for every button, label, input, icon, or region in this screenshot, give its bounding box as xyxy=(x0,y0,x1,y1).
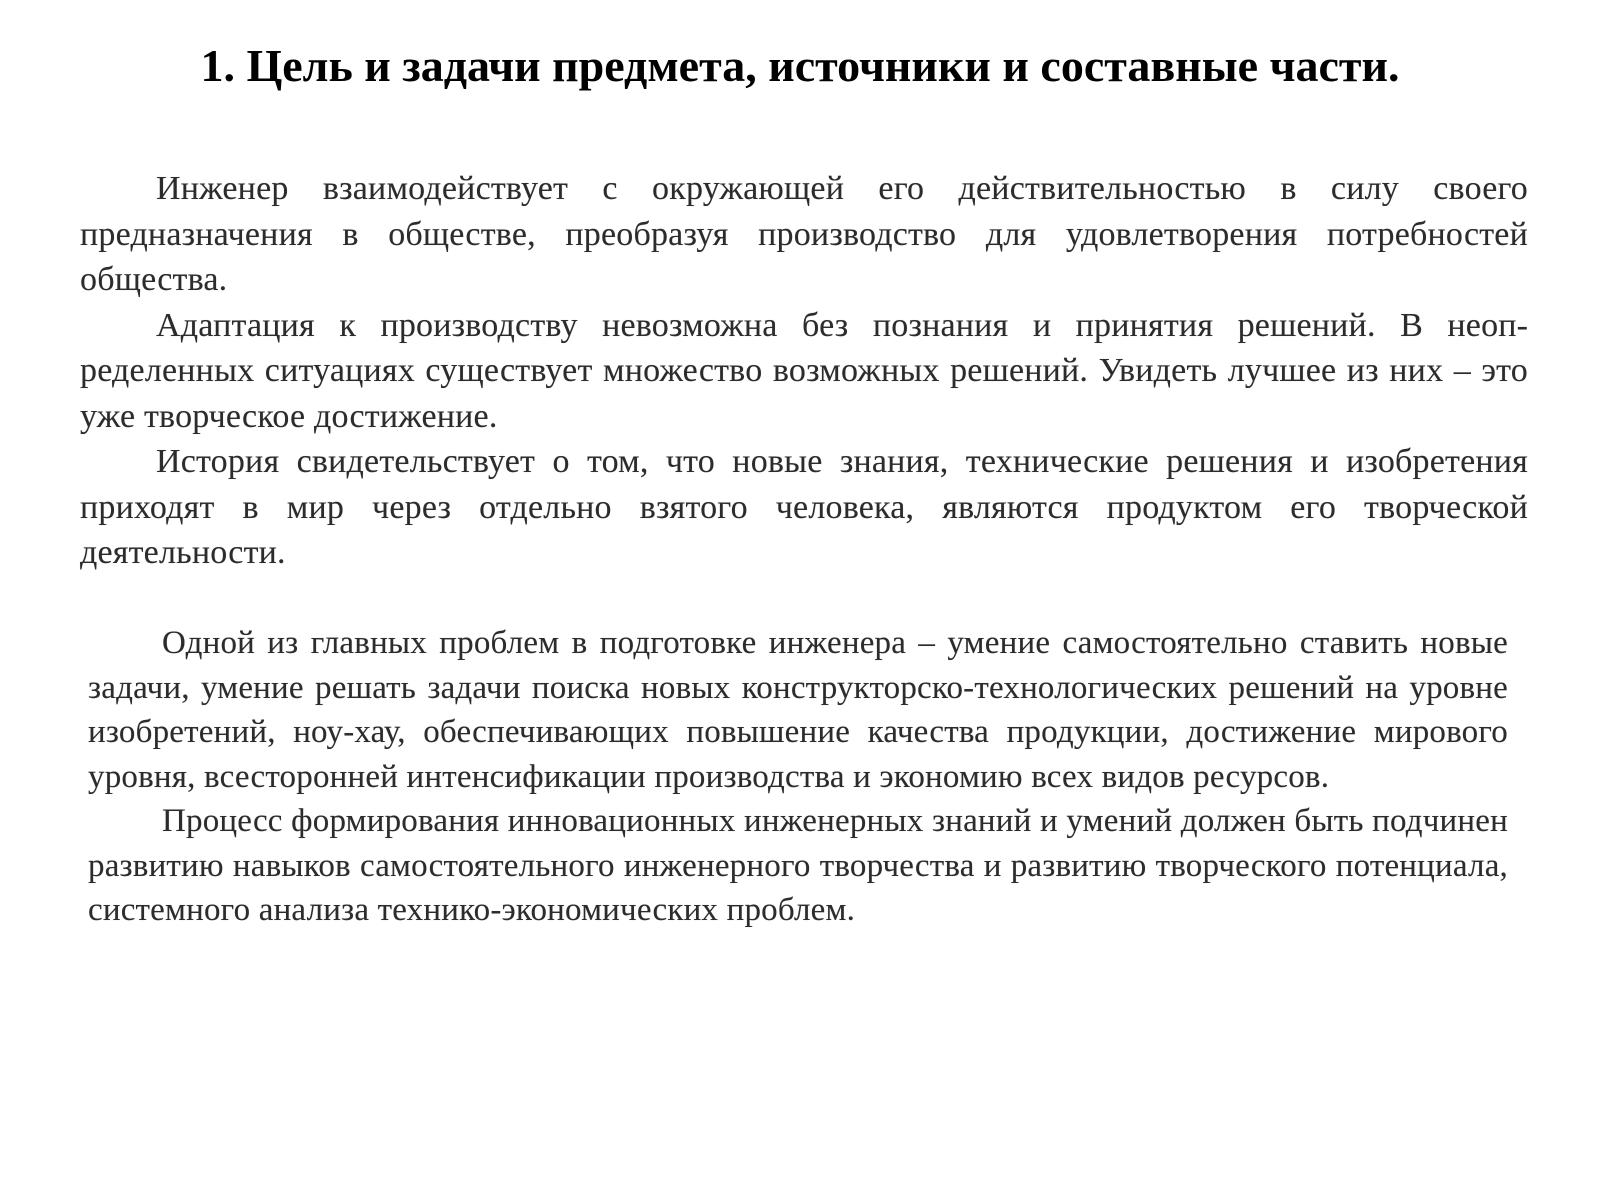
paragraph-history: История свидетельствует о том, что новые знания, технические решения и изобретения приходят в мир через отдельно взятого человека, являются продуктом его творческой деятельности. xyxy=(80,443,1528,571)
slide-title: 1. Цель и задачи предмета, источники и составные части. xyxy=(200,40,1400,91)
paragraph-adaptation: Адаптация к производству невозможна без познания и принятия решений. В неопределенных ситуациях существует множество возможных решений. Увидеть лучшее из них – это уже творческое достижение. xyxy=(80,306,1528,435)
paragraph-engineer-role: Инженер взаимодействует с окружающей его действительностью в силу своего предназначения в обществе, преобразуя производство для удовлетворения потребностей общества. xyxy=(80,170,1528,298)
paragraph-main-problem: Одной из главных проблем в подготовке инженера – умение самостоятельно ставить новые задачи, умение решать задачи поиска новых конструкторско-технологических решений на уровне изобретений, ноу-хау, обеспечивающих повышение качества продукции, достижение мирового уровня, всесторонней интенсификации производства и экономию всех видов ресурсов. xyxy=(88,625,1508,795)
paragraph-formation-process: Процесс формирования инновационных инженерных знаний и умений должен быть подчинен развитию навыков самостоятельного инженерного творчества и развитию творческого потенциала, системного анализа технико-экономических проблем. xyxy=(88,803,1508,928)
text-block-intro xyxy=(80,166,1528,576)
text-block-problems xyxy=(88,621,1508,933)
